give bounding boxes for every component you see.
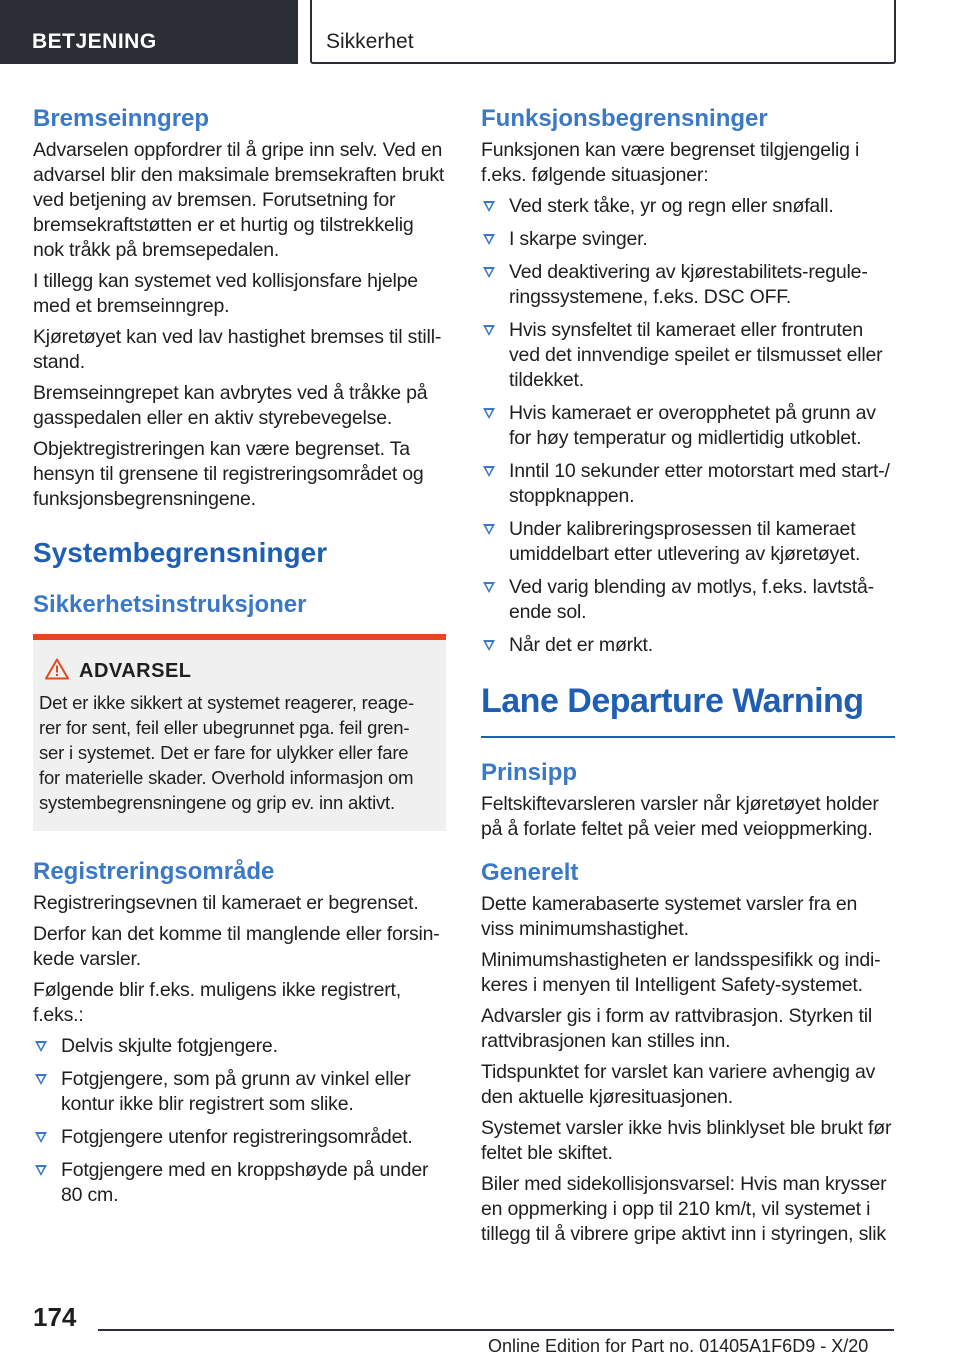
warning-title <box>39 656 432 686</box>
list-item: Hvis synsfeltet til kameraet eller frontruten ved det innvendige speilet er tilsmusset eller tildekket. <box>481 318 895 393</box>
section-tab <box>310 0 896 64</box>
section-title: Sikkerhet <box>326 30 414 53</box>
list-item: Ved sterk tåke, yr og regn eller snøfall. <box>481 194 895 219</box>
paragraph: Systemet varsler ikke hvis blinklyset ble brukt før feltet ble skiftet. <box>481 1117 892 1164</box>
page-number: 174 <box>33 1302 77 1332</box>
heading-lane-departure-warning: Lane Departure Warning <box>481 680 895 738</box>
bullet-list <box>33 1034 446 1208</box>
heading-registreringsomrade: Registreringsområde <box>33 858 275 885</box>
triangle-bullet-icon <box>35 1074 47 1085</box>
list-item: Delvis skjulte fotgjengere. <box>33 1034 446 1059</box>
list-item: Hvis kameraet er overopphetet på grunn av for høy temperatur og midlertidig utkoblet. <box>481 401 895 451</box>
left-column <box>33 100 446 1216</box>
list-item: Inntil 10 sekunder etter motorstart med start-/ stoppknappen. <box>481 459 895 509</box>
warning-text: Det er ikke sikkert at systemet reagerer, reage-rer for sent, feil eller ubegrunnet pga. feil gren-ser i systemet. Det er fare for ulykker eller fare for materielle skader. Overhold informasjon om systembegrensningene og grip ev. inn aktivt. <box>39 692 414 813</box>
paragraph: Minimumshastigheten er landsspesifikk og indi-keres i menyen til Intelligent Safety-systemet. <box>481 949 881 996</box>
list-item: Fotgjengere, som på grunn av vinkel eller kontur ikke blir registrert som slike. <box>33 1067 446 1117</box>
triangle-bullet-icon <box>483 408 495 419</box>
triangle-bullet-icon <box>483 640 495 651</box>
triangle-bullet-icon <box>483 325 495 336</box>
list-item: Fotgjengere utenfor registreringsområdet. <box>33 1125 446 1150</box>
triangle-bullet-icon <box>35 1165 47 1176</box>
paragraph: Bremseinngrepet kan avbrytes ved å tråkke på gasspedalen eller en aktiv styrebevegelse. <box>33 382 428 429</box>
paragraph: I tillegg kan systemet ved kollisjonsfare hjelpe med et bremseinngrep. <box>33 270 418 317</box>
heading-sikkerhetsinstruksjoner: Sikkerhetsinstruksjoner <box>33 591 307 618</box>
paragraph: Advarsler gis i form av rattvibrasjon. Styrken til rattvibrasjonen kan stilles inn. <box>481 1005 872 1052</box>
triangle-bullet-icon <box>483 234 495 245</box>
paragraph: Feltskiftevarsleren varsler når kjøretøyet holder på å forlate feltet på veier med veioppmerking. <box>481 793 879 840</box>
heading-generelt: Generelt <box>481 859 579 886</box>
triangle-bullet-icon <box>483 201 495 212</box>
triangle-bullet-icon <box>483 466 495 477</box>
warning-title-text: ADVARSEL <box>79 660 192 682</box>
paragraph: Advarselen oppfordrer til å gripe inn selv. Ved en advarsel blir den maksimale bremsekraften brukt ved betjening av bremsen. Forutsetning for bremsekraftstøtten er et hurtig og tilstrekkelig nok tråkk på bremsepedalen. <box>33 139 445 261</box>
list-item: I skarpe svinger. <box>481 227 895 252</box>
paragraph: Kjøretøyet kan ved lav hastighet bremses til still-stand. <box>33 326 442 373</box>
paragraph: Registreringsevnen til kameraet er begrenset. <box>33 892 419 914</box>
triangle-bullet-icon <box>483 582 495 593</box>
paragraph: Objektregistreringen kan være begrenset. Ta hensyn til grensene til registreringsområdet og funksjonsbegrensningene. <box>33 438 424 510</box>
heading-systembegrensninger: Systembegrensninger <box>33 537 328 568</box>
list-item: Ved deaktivering av kjørestabilitets-regule-ringssystemene, f.eks. DSC OFF. <box>481 260 895 310</box>
triangle-bullet-icon <box>35 1132 47 1143</box>
triangle-bullet-icon <box>483 524 495 535</box>
chapter-tab <box>0 0 298 64</box>
paragraph: Dette kamerabaserte systemet varsler fra en viss minimumshastighet. <box>481 893 858 940</box>
heading-bremseinngrep: Bremseinngrep <box>33 105 210 132</box>
list-item: Ved varig blending av motlys, f.eks. lavtstå-ende sol. <box>481 575 895 625</box>
heading-prinsipp: Prinsipp <box>481 759 578 786</box>
paragraph: Følgende blir f.eks. muligens ikke registrert, f.eks.: <box>33 979 401 1026</box>
bullet-list <box>481 194 895 658</box>
paragraph: Derfor kan det komme til manglende eller forsin-kede varsler. <box>33 923 440 970</box>
paragraph: Biler med sidekollisjonsvarsel: Hvis man krysser en oppmerking i opp til 210 km/t, vil systemet i tillegg til å vibrere gripe aktivt inn i styringen, slik <box>481 1173 887 1245</box>
heading-funksjonsbegrensninger: Funksjonsbegrensninger <box>481 105 768 132</box>
paragraph: Tidspunktet for varslet kan variere avhengig av den aktuelle kjøresituasjonen. <box>481 1061 876 1108</box>
warning-box <box>33 634 446 831</box>
right-column <box>481 100 895 1253</box>
paragraph: Funksjonen kan være begrenset tilgjengelig i f.eks. følgende situasjoner: <box>481 139 860 186</box>
list-item: Når det er mørkt. <box>481 633 895 658</box>
warning-icon <box>45 658 69 680</box>
chapter-title: BETJENING <box>32 30 157 53</box>
footer-edition: Online Edition for Part no. 01405A1F6D9 - X/20 <box>488 1336 869 1356</box>
footer-divider <box>98 1329 894 1331</box>
list-item: Fotgjengere med en kroppshøyde på under 80 cm. <box>33 1158 446 1208</box>
triangle-bullet-icon <box>35 1041 47 1052</box>
triangle-bullet-icon <box>483 267 495 278</box>
list-item: Under kalibreringsprosessen til kameraet umiddelbart etter utlevering av kjøretøyet. <box>481 517 895 567</box>
